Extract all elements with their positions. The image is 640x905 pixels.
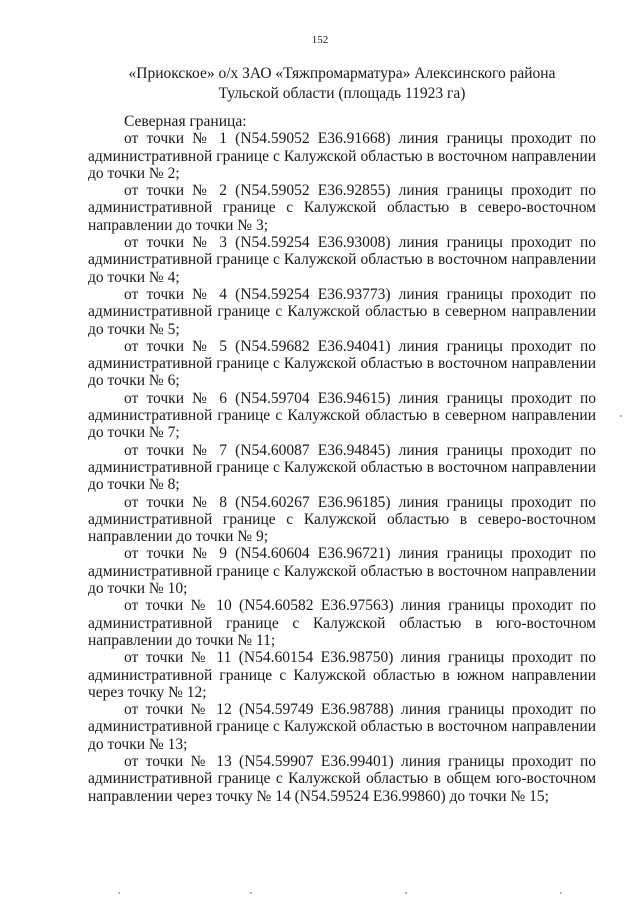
scan-speck [250,892,252,894]
boundary-clause-1: от точки № 1 (N54.59052 E36.91668) линия границы проходит по административной границе с Калужской областью в восточном направлении до точки № 2; [88,130,596,182]
scan-speck [620,415,622,417]
scan-speck [560,892,562,894]
scan-speck [405,892,407,894]
title-line-2: Тульской области (площадь 11923 га) [218,85,466,102]
boundary-clause-11: от точки № 11 (N54.60154 E36.98750) линия границы проходит по административной границе с Калужской областью в южном направлении через точку № 12; [88,649,596,701]
boundary-clause-7: от точки № 7 (N54.60087 E36.94845) линия границы проходит по административной границе с Калужской областью в восточном направлении до точки № 8; [88,441,596,494]
boundary-clause-9: от точки № 9 (N54.60604 E36.96721) линия границы проходит по административной границе с Калужской областью в восточном направлении до точки № 10; [88,545,596,598]
document-title [88,64,596,104]
boundary-description [88,113,596,805]
scan-speck [118,892,120,894]
boundary-clause-12: от точки № 12 (N54.59749 E36.98788) линия границы проходит по административной границе с Калужской областью в восточном направлении до точки № 13; [88,701,596,753]
boundary-clause-10: от точки № 10 (N54.60582 E36.97563) линия границы проходит по административной границе с Калужской областью в юго-восточном направлении до точки № 11; [88,597,596,649]
boundary-clause-5: от точки № 5 (N54.59682 E36.94041) линия границы проходит по административной границе с Калужской областью в восточном направлении до точки № 6; [88,337,596,390]
page-number: 152 [311,34,329,46]
section-heading: Северная граница: [124,113,247,130]
boundary-clause-3: от точки № 3 (N54.59254 E36.93008) линия границы проходит по административной границе с Калужской областью в восточном направлении до точки № 4; [88,234,596,286]
boundary-clause-2: от точки № 2 (N54.59052 E36.92855) линия границы проходит по административной границе с Калужской областью в северо-восточном направлении до точки № 3; [88,182,596,234]
boundary-clause-13: от точки № 13 (N54.59907 E36.99401) линия границы проходит по административной границе с Калужской областью в общем юго-восточном направлении через точку № 14 (N54.59524 E36.99860) до точки № 15; [88,752,596,805]
title-line-1: «Приокское» о/х ЗАО «Тяжпромарматура» Алексинского района [128,65,556,82]
boundary-clause-6: от точки № 6 (N54.59704 E36.94615) линия границы проходит по административной границе с Калужской областью в северном направлении до точки № 7; [88,389,596,442]
boundary-clause-4: от точки № 4 (N54.59254 E36.93773) линия границы проходит по административной границе с Калужской областью в северном направлении до точки № 5; [88,285,596,338]
boundary-clause-8: от точки № 8 (N54.60267 E36.96185) линия границы проходит по административной границе с Калужской областью в северо-восточном направлении до точки № 9; [88,493,596,546]
